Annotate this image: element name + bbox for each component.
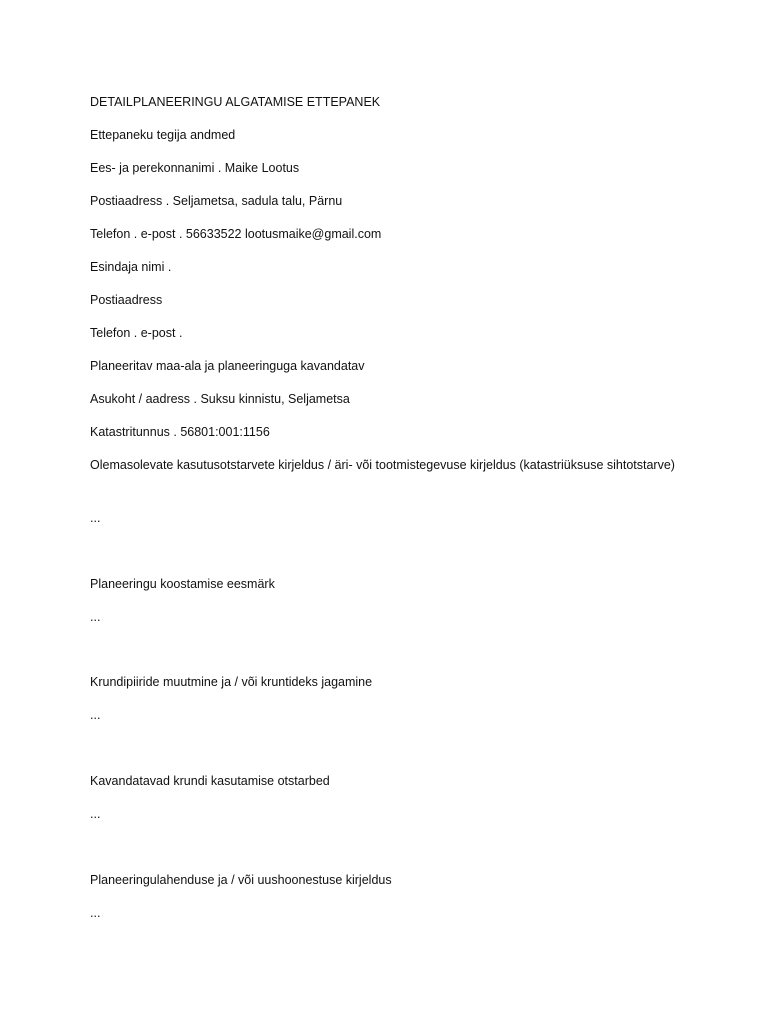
ellipsis-purpose: ... bbox=[90, 610, 101, 624]
planned-area-heading: Planeeritav maa-ala ja planeeringuga kavandatav bbox=[90, 359, 365, 373]
ellipsis-solution: ... bbox=[90, 906, 101, 920]
applicant-phone-email: Telefon . e-post . 56633522 lootusmaike@gmail.com bbox=[90, 227, 382, 241]
document-title: DETAILPLANEERINGU ALGATAMISE ETTEPANEK bbox=[90, 95, 381, 109]
ellipsis-boundaries: ... bbox=[90, 708, 101, 722]
representative-phone-email: Telefon . e-post . bbox=[90, 326, 183, 340]
location-address: Asukoht / aadress . Suksu kinnistu, Seljametsa bbox=[90, 392, 350, 406]
planned-use-heading: Kavandatavad krundi kasutamise otstarbed bbox=[90, 774, 330, 788]
section-applicant-heading: Ettepaneku tegija andmed bbox=[90, 128, 236, 142]
planning-purpose-heading: Planeeringu koostamise eesmärk bbox=[90, 577, 275, 591]
existing-use-description: Olemasolevate kasutusotstarvete kirjeldus / äri- või tootmistegevuse kirjeldus (katastriüksuse sihtotstarve) bbox=[90, 458, 675, 472]
cadastral-code: Katastritunnus . 56801:001:1156 bbox=[90, 425, 270, 439]
representative-address: Postiaadress bbox=[90, 293, 163, 307]
solution-description-heading: Planeeringulahenduse ja / või uushoonestuse kirjeldus bbox=[90, 873, 392, 887]
ellipsis-planned-use: ... bbox=[90, 807, 101, 821]
boundaries-heading: Krundipiiride muutmine ja / või kruntideks jagamine bbox=[90, 675, 373, 689]
ellipsis-existing-use: ... bbox=[90, 511, 101, 525]
representative-name: Esindaja nimi . bbox=[90, 260, 172, 274]
applicant-address: Postiaadress . Seljametsa, sadula talu, Pärnu bbox=[90, 194, 343, 208]
applicant-name: Ees- ja perekonnanimi . Maike Lootus bbox=[90, 161, 300, 175]
